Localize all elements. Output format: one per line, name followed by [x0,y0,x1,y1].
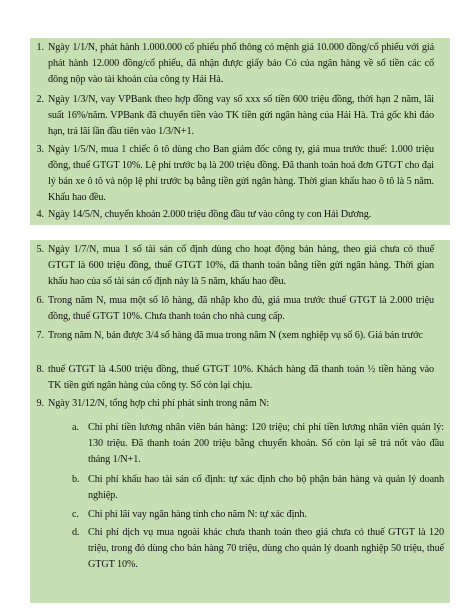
sub-item-letter: b. [72,474,80,485]
item-text: Ngày 31/12/N, tổng hợp chi phí phát sinh trong năm N: [48,398,270,409]
item-text: Trong năm N, mua một số lô hàng, đã nhập kho đủ, giá mua trước thuế GTGT là 2.000 triệu đồng, thuế GTGT 10%. Chưa thanh toán cho nhà cung cấp. [48,295,434,322]
sub-item-text: Chi phí tiền lương nhân viên bán hàng: 120 triệu; chi phí tiền lương nhân viên quản lý: 130 triệu. Đã thanh toán 200 triệu bằng chuyển khoản. Số còn lại sẽ trả nốt vào đầu tháng 1/N+1. [88,422,444,465]
item-text: thuế GTGT là 4.500 triệu đồng, thuế GTGT 10%. Khách hàng đã thanh toán ½ tiền hàng vào TK tiền gửi ngân hàng của công ty. Số còn lại chịu. [48,364,434,391]
item-text: Ngày 1/5/N, mua 1 chiếc ô tô dùng cho Ban giám đốc công ty, giá mua trước thuế: 1.000 triệu đồng, thuế GTGT 10%. Lệ phí trước bạ là 200 triệu đồng. Đã thanh toán hoá đơn GTGT cho đại lý bán xe ô tô và nộp lệ phí trước bạ bằng tiền gửi ngân hàng. Thời gian khấu hao ô tô là 5 năm. Khấu hao đều. [48,144,434,203]
item-text: Ngày 14/5/N, chuyển khoản 2.000 triệu đồng đầu tư vào công ty con Hải Dương. [48,209,372,220]
sub-item-letter: a. [72,422,79,433]
item-number: 7. [36,330,44,341]
item-number: 3. [36,144,44,155]
item-text: Ngày 1/3/N, vay VPBank theo hợp đồng vay số xxx số tiền 600 triệu đồng, thời hạn 2 năm, lãi suất 16%/năm. VPBank đã chuyển tiền vào TK tiền gửi ngân hàng của Hải Hà. Trả gốc khi đáo hạn, trả lãi lần đầu tiên vào 1/3/N+1. [48,94,434,137]
sub-item-letter: d. [72,527,80,538]
sub-item-letter: c. [72,509,79,520]
item-number: 4. [36,209,44,220]
item-text: Ngày 1/1/N, phát hành 1.000.000 cổ phiếu phổ thông có mệnh giá 10.000 đồng/cổ phiếu với giá phát hành 12.000 đồng/cổ phiếu, đã nhận được giấy báo Có của ngân hàng về số tiền các cổ đông nộp vào tài khoản của công ty Hải Hà. [48,42,434,85]
item-number: 5. [36,244,44,255]
sub-item-text: Chi phí khấu hao tài sản cố định: tự xác định cho bộ phận bán hàng và quản lý doanh nghiệp. [88,474,444,501]
item-number: 1. [36,42,44,53]
item-number: 8. [36,364,44,375]
item-number: 6. [36,295,44,306]
item-number: 2. [36,94,44,105]
item-text: Ngày 1/7/N, mua 1 số tài sản cố định dùng cho hoạt động bán hàng, theo giá chưa có thuế GTGT là 600 triệu đồng, thuế GTGT 10%, đã thanh toán bằng tiền gửi ngân hàng. Thời gian khấu hao của số tài sản cố định này là 5 năm, khấu hao đều. [48,244,434,287]
sub-item-text: Chi phí dịch vụ mua ngoài khác chưa thanh toán theo giá chưa có thuế GTGT là 120 triệu, trong đó dùng cho bán hàng 70 triệu, dùng cho quản lý doanh nghiệp 50 triệu, thuế GTGT 10%. [88,527,444,570]
sub-item-text: Chi phí lãi vay ngân hàng tính cho năm N: tự xác định. [88,509,307,520]
item-number: 9. [36,398,44,409]
item-text: Trong năm N, bán được 3/4 số hàng đã mua trong năm N (xem nghiệp vụ số 6). Giá bán trước [48,330,423,341]
